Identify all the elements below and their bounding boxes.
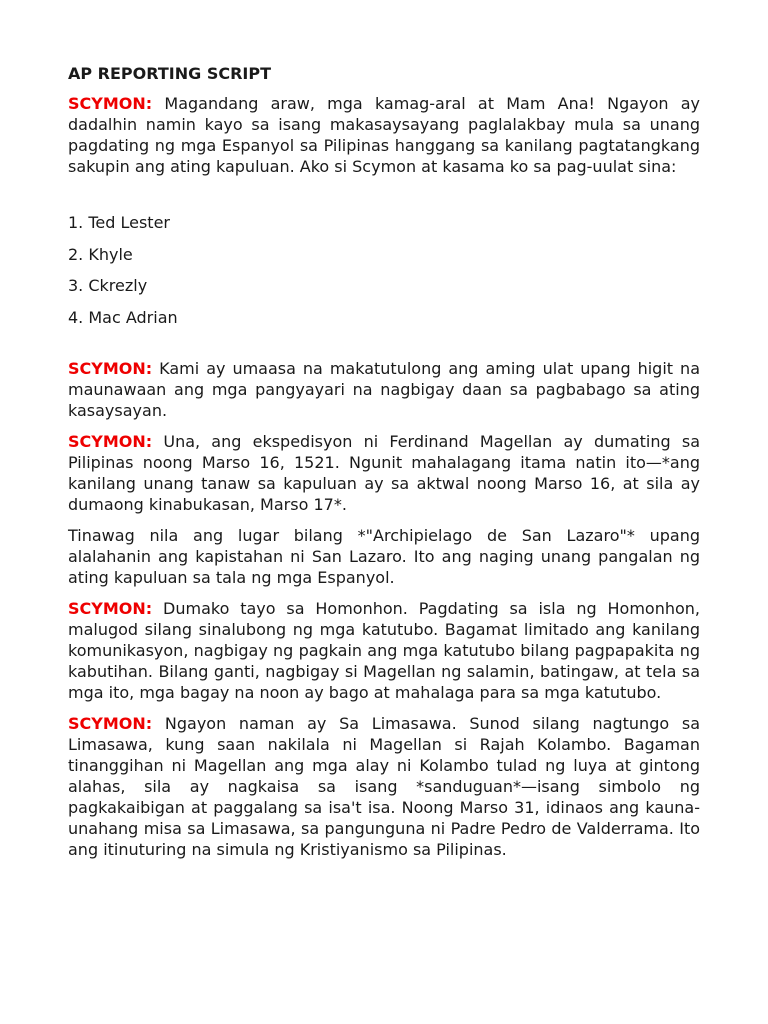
document-title: AP REPORTING SCRIPT	[68, 64, 271, 83]
list-item: 2. Khyle	[68, 244, 133, 264]
paragraph-magellan-arrival	[68, 431, 700, 515]
paragraph-limasawa	[68, 713, 700, 860]
paragraph-text: Kami ay umaasa na makatutulong ang aming ulat upang higit na maunawaan ang mga pangyayari na nagbigay daan sa pagbabago sa ating kasaysayan.	[68, 358, 700, 420]
speaker-label: SCYMON:	[68, 358, 153, 378]
speaker-label: SCYMON:	[68, 598, 153, 618]
list-item: 1. Ted Lester	[68, 213, 170, 232]
speaker-label: SCYMON:	[68, 431, 153, 451]
paragraph-san-lazaro: Tinawag nila ang lugar bilang *"Archipielago de San Lazaro"* upang alalahanin ang kapistahan ni San Lazaro. Ito ang naging unang pangalan ng ating kapuluan sa tala ng mga Espanyol.	[68, 525, 700, 587]
paragraph-text: Ngayon naman ay Sa Limasawa. Sunod silang nagtungo sa Limasawa, kung saan nakilala ni Magellan si Rajah Kolambo. Bagaman tinanggihan ni Magellan ang mga alay ni Kolambo tulad ng luya at gintong alahas, sila ay nagkaisa sa isang *sanduguan*—isang simbolo ng pagkakaibigan at paggalang sa isa't isa. Noong Marso 31, idinaos ang kauna-unahang misa sa Limasawa, sa pangunguna ni Padre Pedro de Valderrama. Ito ang itinuturing na simula ng Kristiyanismo sa Pilipinas.	[68, 713, 700, 859]
intro-paragraph	[68, 93, 700, 177]
paragraph-text: Dumako tayo sa Homonhon. Pagdating sa isla ng Homonhon, malugod silang sinalubong ng mga katutubo. Bagamat limitado ang kanilang komunikasyon, nagbigay ng pagkain ang mga katutubo bilang pagpapakita ng kabutihan. Bilang ganti, nagbigay si Magellan ng salamin, batingaw, at tela sa mga ito, mga bagay na noon ay bago at mahalaga para sa mga katutubo.	[68, 598, 700, 702]
speaker-label: SCYMON:	[68, 94, 153, 113]
member-list	[68, 212, 700, 328]
paragraph-text: Magandang araw, mga kamag-aral at Mam Ana! Ngayon ay dadalhin namin kayo sa isang makasaysayang paglalakbay mula sa unang pagdating ng mga Espanyol sa Pilipinas hanggang sa kanilang pagtatangkang sakupin ang ating kapuluan. Ako si Scymon at kasama ko sa pag-uulat sina:	[68, 94, 700, 176]
list-item: 3. Ckrezly	[68, 276, 148, 295]
paragraph-text: Una, ang ekspedisyon ni Ferdinand Magellan ay dumating sa Pilipinas noong Marso 16, 1521. Ngunit mahalagang itama natin ito—*ang kanilang unang tanaw sa kapuluan ay sa aktwal noong Marso 16, at sila ay dumaong kinabukasan, Marso 17*.	[68, 431, 700, 514]
paragraph-homonhon	[68, 598, 700, 703]
list-item: 4. Mac Adrian	[68, 307, 178, 327]
speaker-label: SCYMON:	[68, 713, 153, 733]
paragraph-goal	[68, 358, 700, 421]
